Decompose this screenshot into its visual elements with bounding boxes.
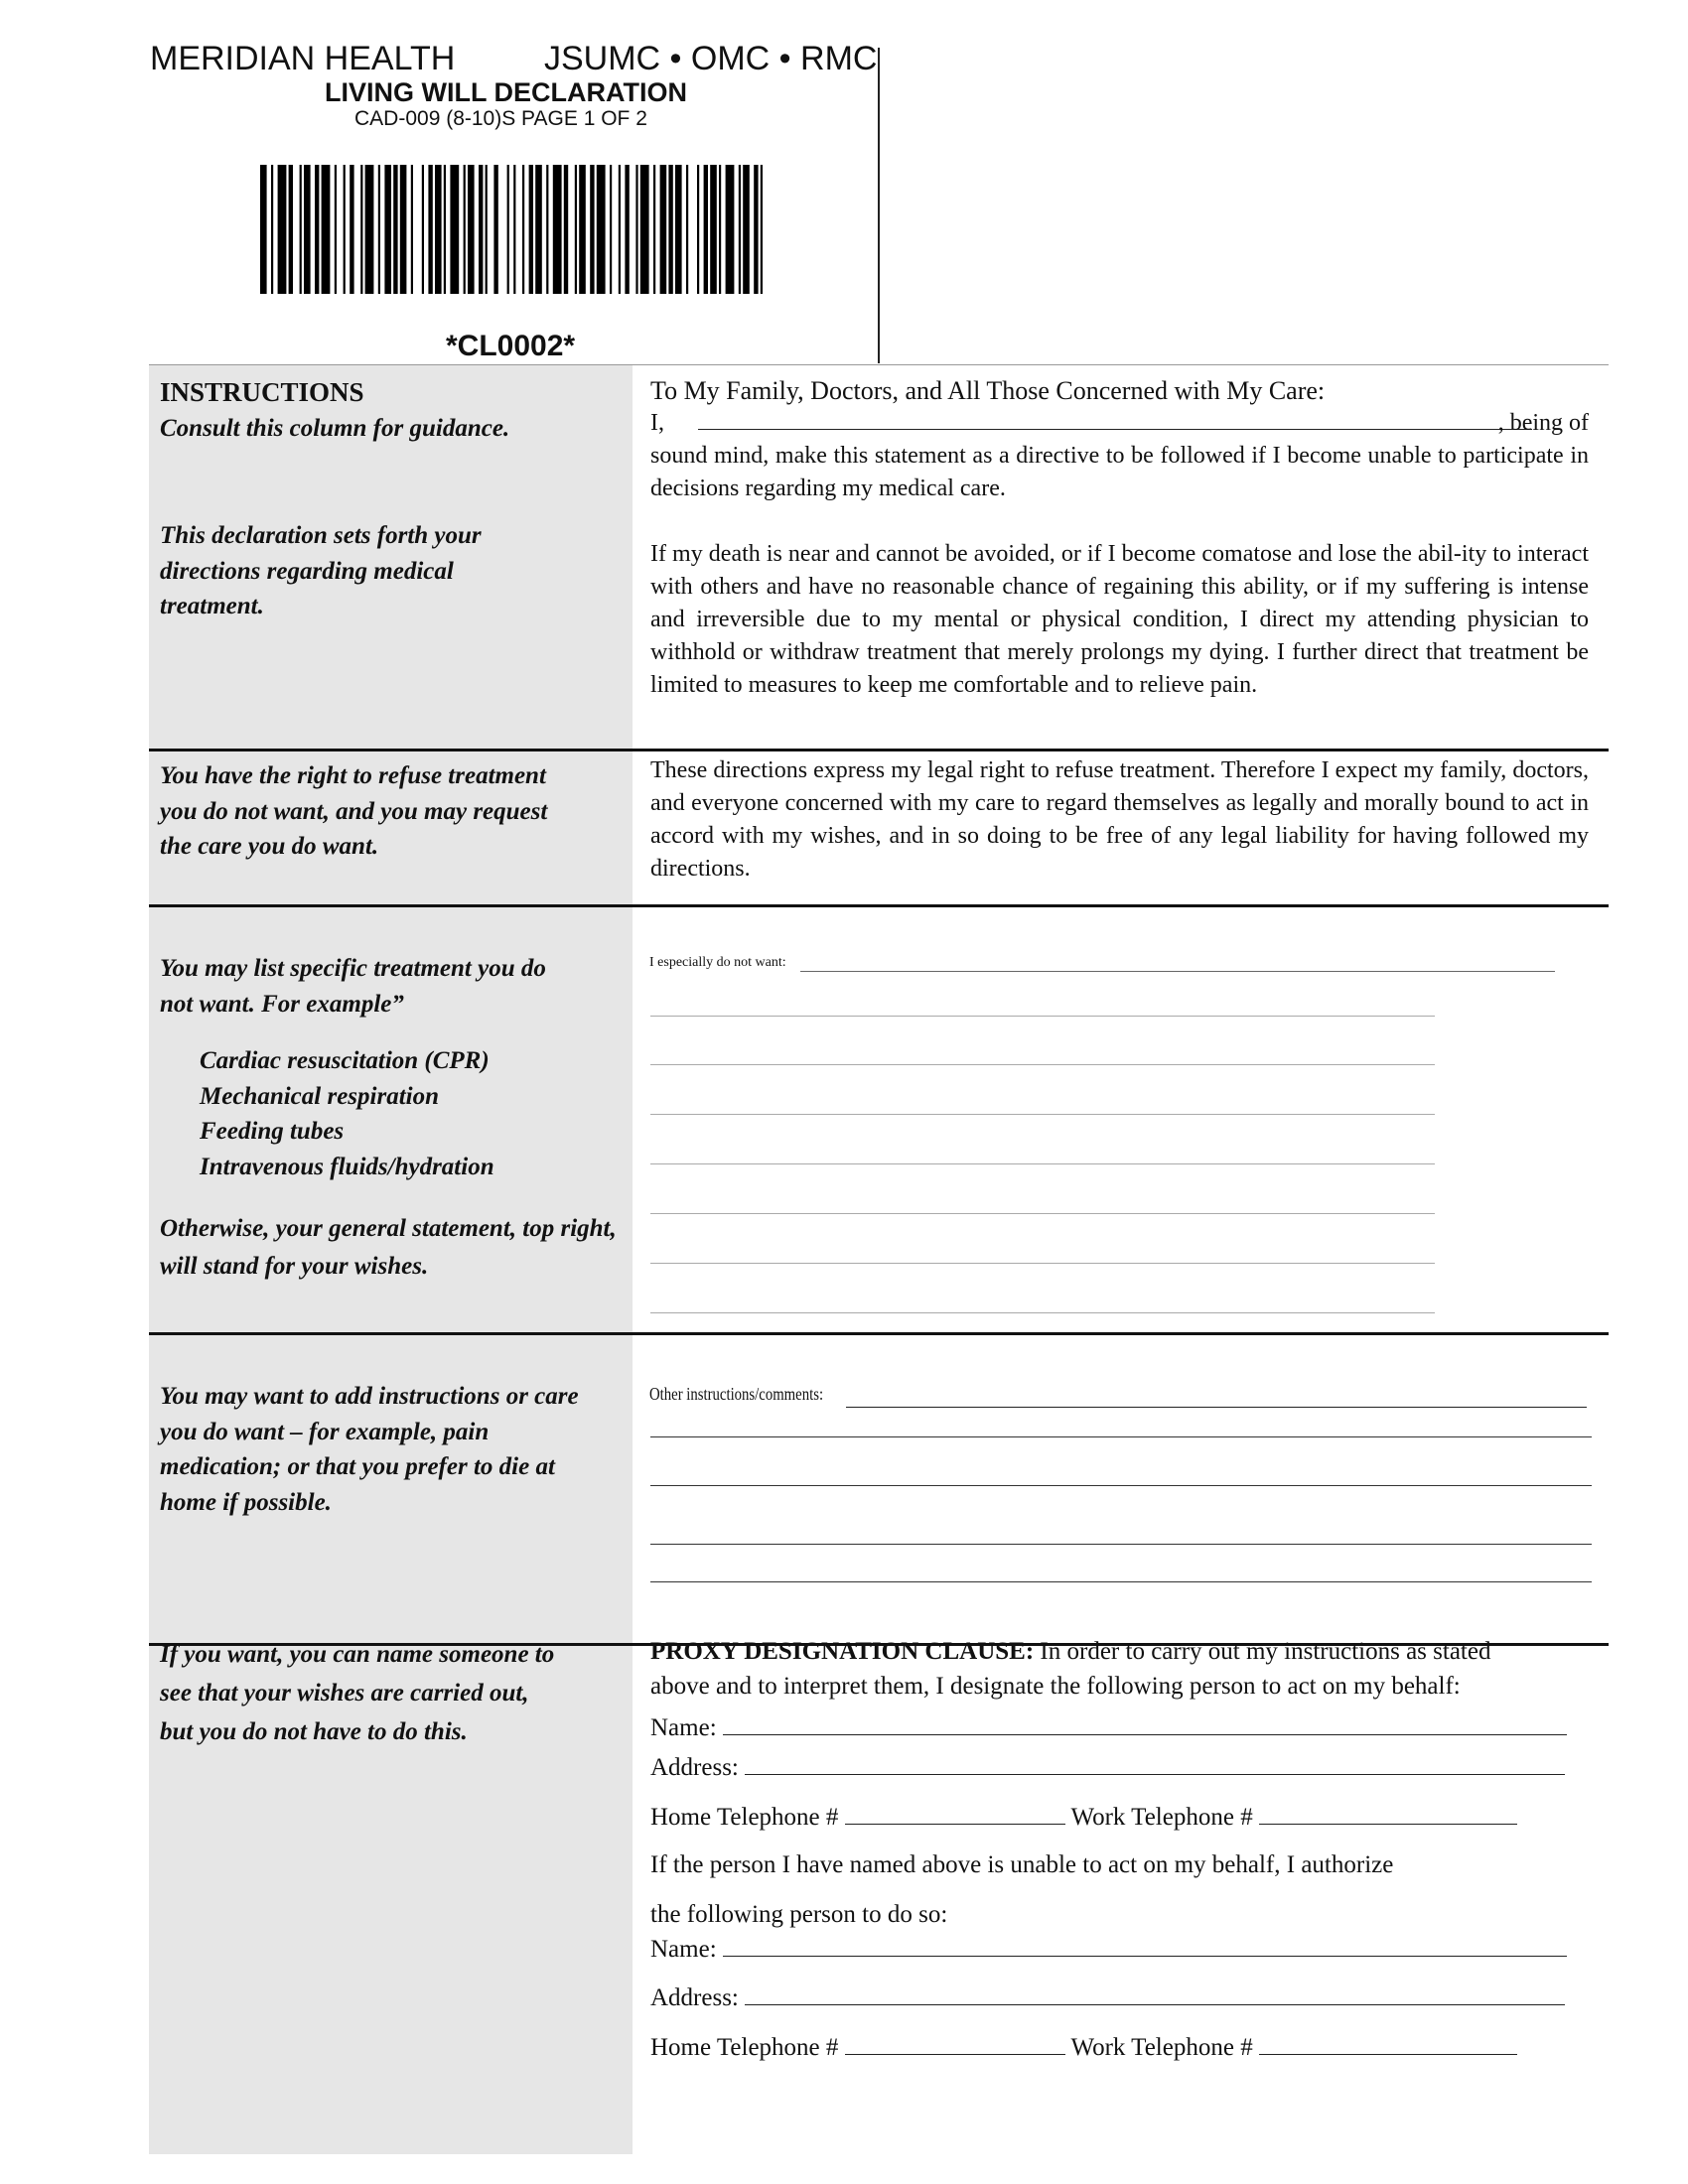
other-instructions-line[interactable]	[650, 1436, 1592, 1437]
instructions-guidance: Consult this column for guidance.	[160, 415, 510, 442]
alternate-intro-line-1: If the person I have named above is unable to act on my behalf, I authorize	[650, 1851, 1394, 1878]
alternate-name-label: Name:	[650, 1936, 717, 1963]
do-not-want-line[interactable]	[650, 1163, 1435, 1164]
other-instructions-label: Other instructions/comments:	[649, 1384, 824, 1404]
instructions-block-3-intro: You may list specific treatment you do not want. For example”	[160, 955, 546, 1018]
do-not-want-line[interactable]	[650, 1213, 1435, 1214]
proxy-work-tel-field[interactable]	[1259, 1802, 1517, 1825]
section-divider	[149, 749, 1609, 751]
alternate-name-field[interactable]	[723, 1934, 1567, 1957]
alternate-work-tel-label: Work Telephone #	[1070, 2034, 1253, 2061]
hospital-list: JSUMC • OMC • RMC	[544, 40, 878, 77]
alternate-work-tel-field[interactable]	[1259, 2032, 1517, 2055]
alternate-address-row	[650, 1982, 1565, 2012]
other-instructions-line[interactable]	[650, 1544, 1592, 1545]
header-divider	[878, 48, 880, 363]
proxy-name-label: Name:	[650, 1714, 717, 1741]
proxy-address-label: Address:	[650, 1754, 739, 1781]
alternate-address-label: Address:	[650, 1984, 739, 2011]
do-not-want-label: I especially do not want:	[649, 955, 786, 970]
alternate-address-field[interactable]	[745, 1982, 1565, 2005]
do-not-want-line[interactable]	[650, 1263, 1435, 1264]
org-name: MERIDIAN HEALTH	[150, 40, 456, 77]
instructions-title: INSTRUCTIONS	[160, 377, 364, 407]
alternate-home-tel-field[interactable]	[845, 2032, 1065, 2055]
declarant-name-field[interactable]	[698, 407, 1532, 430]
proxy-heading: PROXY DESIGNATION CLAUSE:	[650, 1638, 1035, 1665]
do-not-want-line[interactable]	[650, 1016, 1435, 1017]
form-title: LIVING WILL DECLARATION	[325, 77, 687, 107]
section-divider	[149, 1332, 1609, 1335]
section-divider	[149, 364, 1609, 365]
proxy-name-field[interactable]	[723, 1712, 1567, 1735]
barcode-text: *CL0002*	[446, 330, 576, 362]
alternate-home-tel-label: Home Telephone #	[650, 2034, 839, 2061]
proxy-address-field[interactable]	[745, 1752, 1565, 1775]
example-item: Mechanical respiration	[200, 1082, 439, 1110]
instructions-block-4: You may want to add instructions or care you do want – for example, pain medication; or that you prefer to die at home if possible.	[160, 1383, 579, 1516]
barcode	[260, 165, 767, 294]
section-divider	[149, 904, 1609, 907]
do-not-want-field[interactable]	[800, 971, 1555, 972]
proxy-home-tel-label: Home Telephone #	[650, 1804, 839, 1831]
alternate-phone-row	[650, 2032, 1517, 2062]
example-item: Cardiac resuscitation (CPR)	[200, 1047, 490, 1074]
declaration-paragraph-1: sound mind, make this statement as a directive to be followed if I become unable to participate in decisions regarding my medical care.	[650, 443, 1589, 501]
instructions-block-1: This declaration sets forth your directions regarding medical treatment.	[160, 522, 482, 619]
example-item: Feeding tubes	[200, 1118, 345, 1145]
proxy-phone-row	[650, 1802, 1517, 1832]
other-instructions-line[interactable]	[650, 1485, 1592, 1486]
declarant-line	[650, 407, 1589, 440]
other-instructions-field[interactable]	[846, 1407, 1587, 1408]
instructions-block-3-outro: Otherwise, your general statement, top right, will stand for your wishes.	[160, 1215, 617, 1280]
do-not-want-line[interactable]	[650, 1064, 1435, 1065]
other-instructions-line[interactable]	[650, 1581, 1592, 1582]
proxy-home-tel-field[interactable]	[845, 1802, 1065, 1825]
proxy-intro: In order to carry out my instructions as stated	[1034, 1638, 1491, 1665]
declarant-prefix: I,	[650, 410, 664, 436]
example-item: Intravenous fluids/hydration	[200, 1153, 494, 1180]
proxy-name-row	[650, 1712, 1567, 1742]
proxy-heading-line	[650, 1638, 1490, 1666]
alternate-intro-line-2: the following person to do so:	[650, 1901, 948, 1928]
proxy-work-tel-label: Work Telephone #	[1070, 1804, 1253, 1831]
do-not-want-line[interactable]	[650, 1114, 1435, 1115]
do-not-want-line[interactable]	[650, 1312, 1435, 1313]
declaration-paragraph-3: These directions express my legal right to refuse treatment. Therefore I expect my family, doctors, and everyone concerned with my care to regard themselves as legally and morally bound to act in accord with my wishes, and in so doing to be free of any legal liability for having followed my directions.	[650, 757, 1589, 882]
instructions-block-2: You have the right to refuse treatment you do not want, and you may request the care you do want.	[160, 762, 548, 860]
instructions-block-5: If you want, you can name someone to see that your wishes are carried out, but you do not have to do this.	[160, 1641, 555, 1745]
proxy-address-row	[650, 1752, 1565, 1782]
alternate-name-row	[650, 1934, 1567, 1964]
proxy-intro-line-2: above and to interpret them, I designate the following person to act on my behalf:	[650, 1673, 1461, 1700]
declaration-paragraph-2: If my death is near and cannot be avoided, or if I become comatose and lose the abil-ity to interact with others and have no reasonable chance of regaining this ability, or if my suffering is intense and irreversible due to my mental or physical condition, I direct my attending physician to withhold or withdraw treatment that merely prolongs my dying. I further direct that treatment be limited to measures to keep me comfortable and to relieve pain.	[650, 541, 1589, 698]
salutation: To My Family, Doctors, and All Those Concerned with My Care:	[650, 376, 1326, 405]
declarant-suffix: , being of	[1497, 410, 1589, 436]
treatment-examples-list	[200, 1043, 666, 1184]
form-code: CAD-009 (8-10)S PAGE 1 OF 2	[354, 107, 647, 130]
